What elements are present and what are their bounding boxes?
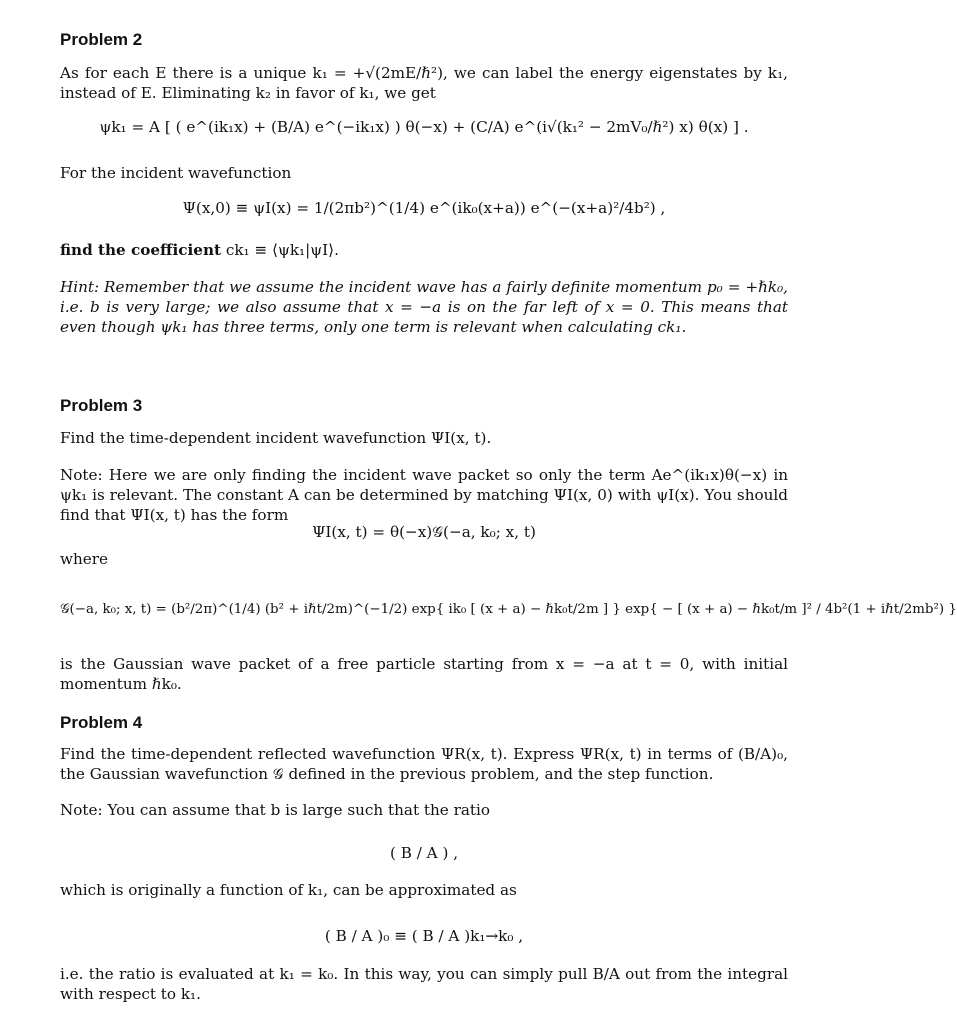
ratio-equation: ( B / A ) , [389, 844, 459, 862]
problem-2-heading: Problem 2 [60, 30, 143, 49]
problem-2-hint: Hint: Remember that we assume the incident wave has a fairly definite momentum p₀ = +ℏk₀, i.e. b is very large; we also assume that x = −a is on the far left of x = 0. This means that even though ψk₁ has three terms, only one term is relevant when calculating ck₁. [60, 278, 788, 336]
eigenstate-equation: ψk₁ = A [ ( e^(ik₁x) + (B/A) e^(−ik₁x) ) θ(−x) + (C/A) e^(i√(k₁² − 2mV₀/ℏ²) x) θ(x) ] . [99, 118, 749, 136]
coefficient-task [60, 240, 788, 260]
problem-3-note: Note: Here we are only finding the incident wave packet so only the term Ae^(ik₁x)θ(−x) in ψk₁ is relevant. The constant A can be determined by matching ΨI(x, 0) with ψI(x). You should find that ΨI(x, t) has the form [60, 466, 788, 524]
incident-wavefunction-label: For the incident wavefunction [60, 164, 292, 182]
incident-wavefunction-equation: Ψ(x,0) ≡ ψI(x) = 1/(2πb²)^(1/4) e^(ik₀(x+a)) e^(−(x+a)²/4b²) , [182, 199, 666, 217]
problem-3-task: Find the time-dependent incident wavefunction ΨI(x, t). [60, 429, 492, 447]
problem-3-after: is the Gaussian wave packet of a free particle starting from x = −a at t = 0, with initial momentum ℏk₀. [60, 655, 788, 693]
problem-4-heading: Problem 4 [60, 713, 143, 732]
problem-4-note: Note: You can assume that b is large such that the ratio [60, 801, 491, 819]
problem-4-task: Find the time-dependent reflected wavefunction ΨR(x, t). Express ΨR(x, t) in terms of (B/A)₀, the Gaussian wavefunction 𝒢 defined in the previous problem, and the step function. [60, 745, 788, 783]
problem-2-intro: As for each E there is a unique k₁ = +√(2mE/ℏ²), we can label the energy eigenstates by k₁, instead of E. Eliminating k₂ in favor of k₁, we get [60, 64, 788, 102]
incident-form-equation: ΨI(x, t) = θ(−x)𝒢(−a, k₀; x, t) [312, 523, 536, 541]
approximation-equation: ( B / A )₀ ≡ ( B / A )k₁→k₀ , [324, 927, 524, 945]
problem-4-end: i.e. the ratio is evaluated at k₁ = k₀. In this way, you can simply pull B/A out from the integral with respect to k₁. [60, 965, 788, 1003]
gaussian-packet-equation: 𝒢(−a, k₀; x, t) = (b²/2π)^(1/4) (b² + iℏt/2m)^(−1/2) exp{ ik₀ [ (x + a) − ℏk₀t/2m ] } exp{ − [ (x + a) − ℏk₀t/m ]² / 4b²(1 + iℏt/2mb²) } [60, 602, 957, 617]
problem-4-mid: which is originally a function of k₁, can be approximated as [60, 881, 517, 899]
coefficient-task-math: ck₁ ≡ ⟨ψk₁|ψI⟩. [225, 241, 339, 259]
where-label: where [60, 550, 109, 568]
problem-3-heading: Problem 3 [60, 396, 143, 415]
coefficient-task-bold: find the coefficient [60, 241, 222, 259]
